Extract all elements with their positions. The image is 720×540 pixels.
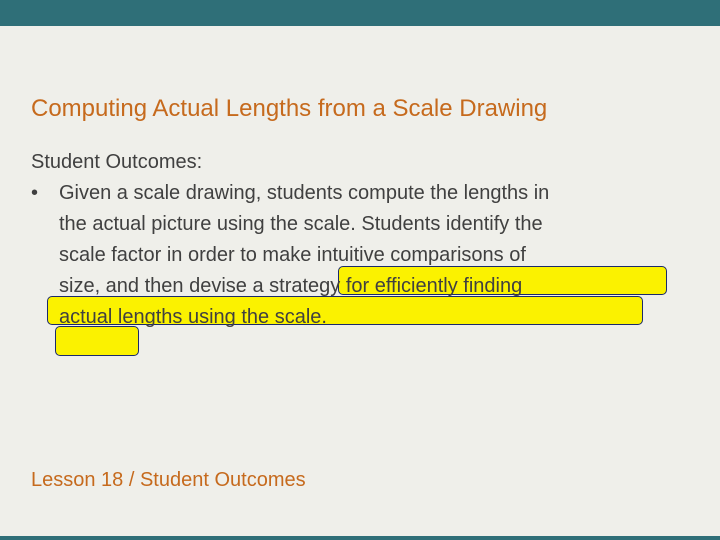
outcome-text	[59, 178, 691, 333]
outcomes-heading: Student Outcomes:	[31, 151, 203, 173]
outcome-line-1: Given a scale drawing, students compute the lengths in	[59, 182, 550, 204]
outcome-line-2: the actual picture using the scale. Students identify the	[59, 213, 543, 235]
outcome-line-5: actual lengths using the scale.	[59, 306, 327, 328]
bullet-marker: •	[31, 182, 39, 204]
bottom-accent-bar	[0, 536, 720, 540]
slide-footer: Lesson 18 / Student Outcomes	[31, 469, 306, 491]
top-accent-bar	[0, 0, 720, 26]
outcome-line-3: scale factor in order to make intuitive comparisons of	[59, 244, 526, 266]
outcome-bullet	[31, 178, 691, 333]
slide-title: Computing Actual Lengths from a Scale Drawing	[31, 95, 548, 122]
slide-content	[31, 147, 691, 333]
outcome-line-4: size, and then devise a strategy for efficiently finding	[59, 275, 523, 297]
